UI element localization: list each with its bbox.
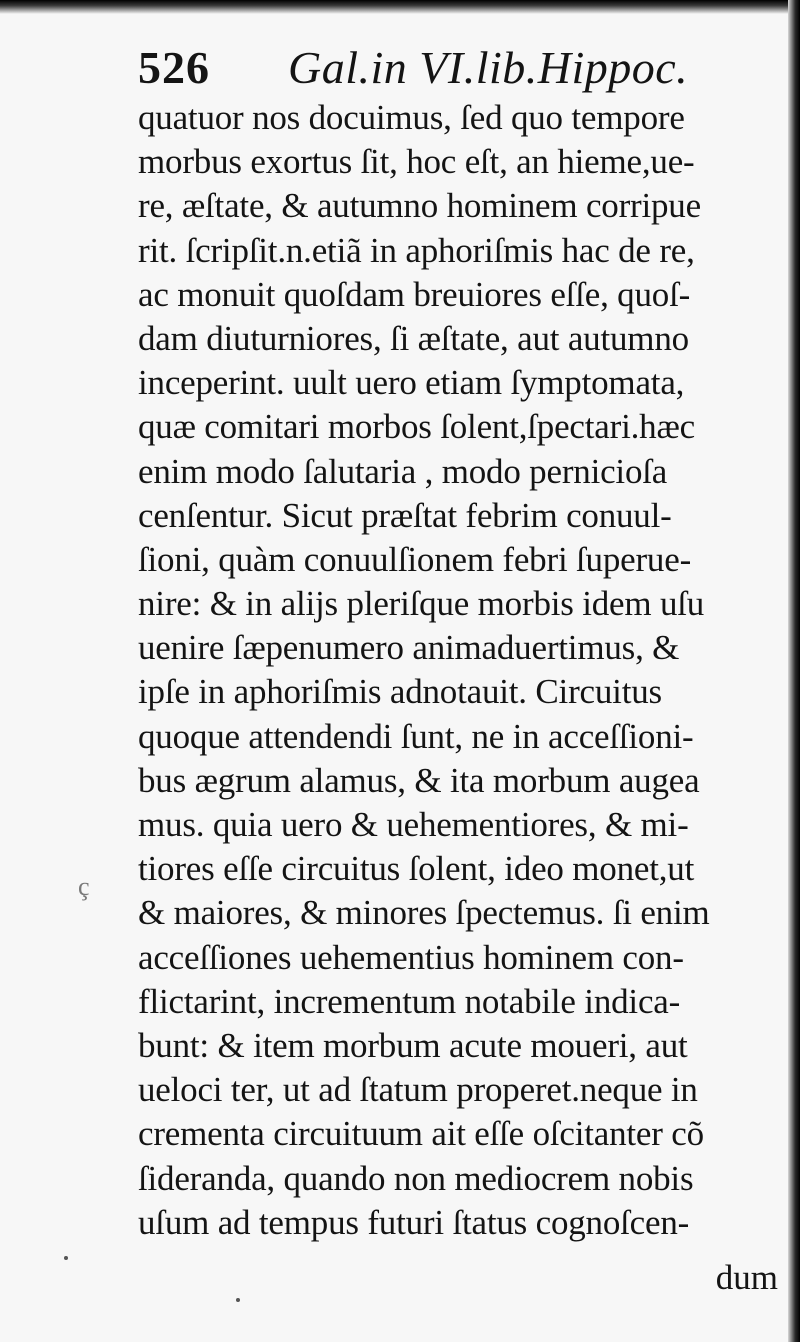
text-line: tiores eſſe circuitus ſolent, ideo monet,ut — [138, 849, 695, 889]
text-line: morbus exortus ſit, hoc eſt, an hieme,ue- — [138, 142, 695, 182]
text-line: quæ comitari morbos ſolent,ſpectari.hæc — [138, 407, 695, 447]
page-header — [138, 38, 758, 98]
running-head: Gal.in VI.lib.Hippoc. — [288, 42, 689, 93]
body-text — [138, 96, 768, 1245]
text-line: mus. quia uero & uehementiores, & mi- — [138, 805, 689, 844]
text-line: bunt: & item morbum acute moueri, aut — [138, 1025, 688, 1065]
text-line: cenſentur. Sicut præſtat febrim conuul- — [138, 495, 672, 535]
text-line: enim modo ſalutaria , modo pernicioſa — [138, 451, 668, 491]
text-line: flictarint, incrementum notabile indica- — [138, 981, 681, 1021]
text-line: inceperint. uult uero etiam ſymptomata, — [138, 363, 685, 403]
binding-edge — [788, 0, 800, 1342]
text-line: ueloci ter, ut ad ſtatum properet.neque in — [138, 1070, 698, 1110]
text-line: ac monuit quoſdam breuiores eſſe, quoſ- — [138, 274, 691, 314]
catchword: dum — [715, 1258, 778, 1297]
text-line: uſum ad tempus futuri ſtatus cognoſcen- — [138, 1202, 690, 1242]
text-line: acceſſiones uehementius hominem con- — [138, 937, 684, 977]
page-top-shadow — [0, 0, 800, 14]
text-line: re, æſtate, & autumno hominem corripue — [138, 186, 701, 226]
text-line: ſioni, quàm conuulſionem febri ſuperue- — [138, 539, 692, 579]
text-line: ipſe in aphoriſmis adnotauit. Circuitus — [138, 672, 662, 712]
ink-speck — [64, 1256, 68, 1260]
text-line: uenire ſæpenumero animaduertimus, & — [138, 628, 680, 668]
text-line: dam diuturniores, ſi æſtate, aut autumno — [138, 318, 689, 358]
margin-mark: ç — [78, 872, 90, 901]
text-line: ſideranda, quando non mediocrem nobis — [138, 1158, 694, 1198]
page-number: 526 — [138, 42, 210, 93]
text-line: quatuor nos docuimus, ſed quo tempore — [138, 98, 685, 137]
text-line: & maiores, & minores ſpectemus. ſi enim — [138, 893, 710, 933]
text-line: nire: & in alijs pleriſque morbis idem uſu — [138, 584, 705, 624]
text-line: rit. ſcripſit.n.etiã in aphoriſmis hac de re, — [138, 230, 695, 270]
text-line: quoque attendendi ſunt, ne in acceſſioni- — [138, 716, 694, 756]
text-line: bus ægrum alamus, & ita morbum augea — [138, 760, 700, 800]
text-line: crementa circuituum ait eſſe oſcitanter cõ — [138, 1114, 704, 1154]
ink-speck — [236, 1298, 240, 1302]
